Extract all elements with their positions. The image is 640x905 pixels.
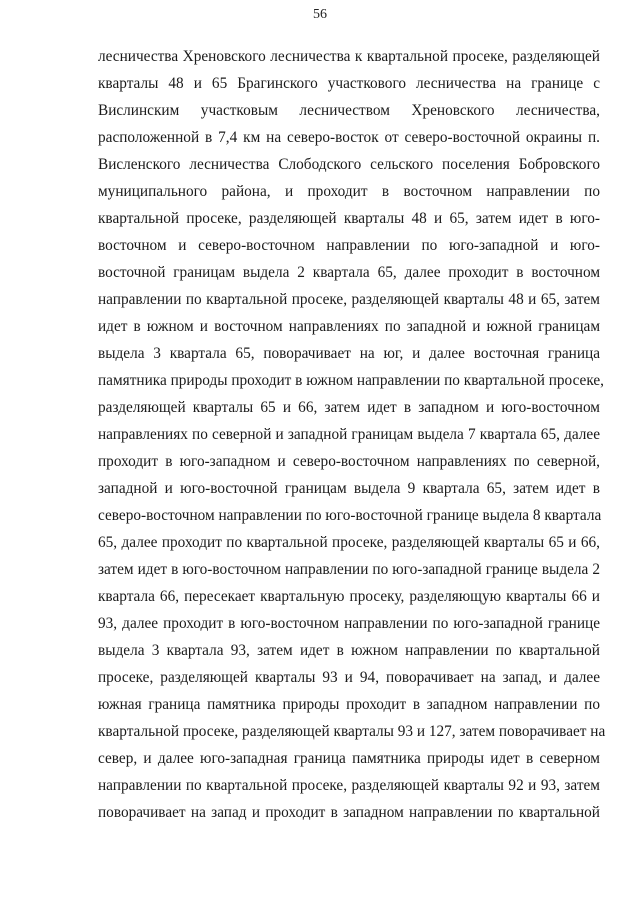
text-line: затем идет в юго-восточном направлении по юго-западной границе выдела 2: [98, 561, 600, 578]
text-line: муниципального района, и проходит в восточном направлении по: [98, 183, 600, 200]
text-line: идет в южном и восточном направлениях по западной и южной границам: [98, 318, 600, 335]
text-line: расположенной в 7,4 км на северо-восток от северо-восточной окраины п.: [98, 129, 600, 146]
text-line: поворачивает на запад и проходит в западном направлении по квартальной: [98, 804, 600, 821]
text-line: север, и далее юго-западная граница памятника природы идет в северном: [98, 750, 600, 767]
page-number: 56: [313, 7, 327, 22]
text-line: Вислинским участковым лесничеством Хреновского лесничества,: [98, 102, 600, 119]
text-line: 93, далее проходит в юго-восточном направлении по юго-западной границе: [98, 615, 600, 632]
text-line: выдела 3 квартала 93, затем идет в южном направлении по квартальной: [98, 642, 600, 659]
text-line: направлении по квартальной просеке, разделяющей кварталы 92 и 93, затем: [98, 777, 600, 794]
body-paragraph: [98, 43, 606, 826]
text-line: восточной границам выдела 2 квартала 65, далее проходит в восточном: [98, 264, 600, 281]
text-line: просеке, разделяющей кварталы 93 и 94, поворачивает на запад, и далее: [98, 669, 600, 686]
text-line: западной и юго-восточной границам выдела 9 квартала 65, затем идет в: [98, 480, 600, 497]
text-line: квартальной просеке, разделяющей кварталы 48 и 65, затем идет в юго-: [98, 210, 600, 227]
text-line: северо-восточном направлении по юго-восточной границе выдела 8 квартала: [98, 507, 602, 524]
text-line: квартала 66, пересекает квартальную просеку, разделяющую кварталы 66 и: [98, 588, 600, 605]
text-line: южная граница памятника природы проходит в западном направлении по: [98, 696, 600, 713]
text-line: разделяющей кварталы 65 и 66, затем идет в западном и юго-восточном: [98, 399, 600, 416]
text-line: кварталы 48 и 65 Брагинского участкового лесничества на границе с: [98, 75, 600, 92]
text-line: квартальной просеке, разделяющей кварталы 93 и 127, затем поворачивает на: [98, 723, 606, 740]
text-line: лесничества Хреновского лесничества к квартальной просеке, разделяющей: [98, 48, 600, 65]
text-line: восточном и северо-восточном направлении по юго-западной и юго-: [98, 237, 600, 254]
text-line: направлениях по северной и западной границам выдела 7 квартала 65, далее: [98, 426, 600, 443]
text-line: выдела 3 квартала 65, поворачивает на юг, и далее восточная граница: [98, 345, 600, 362]
text-line: 65, далее проходит по квартальной просеке, разделяющей кварталы 65 и 66,: [98, 534, 600, 551]
text-line: Висленского лесничества Слободского сельского поселения Бобровского: [98, 156, 600, 173]
text-line: направлении по квартальной просеке, разделяющей кварталы 48 и 65, затем: [98, 291, 600, 308]
text-line: проходит в юго-западном и северо-восточном направлениях по северной,: [98, 453, 600, 470]
text-line: памятника природы проходит в южном направлении по квартальной просеке,: [98, 372, 605, 389]
